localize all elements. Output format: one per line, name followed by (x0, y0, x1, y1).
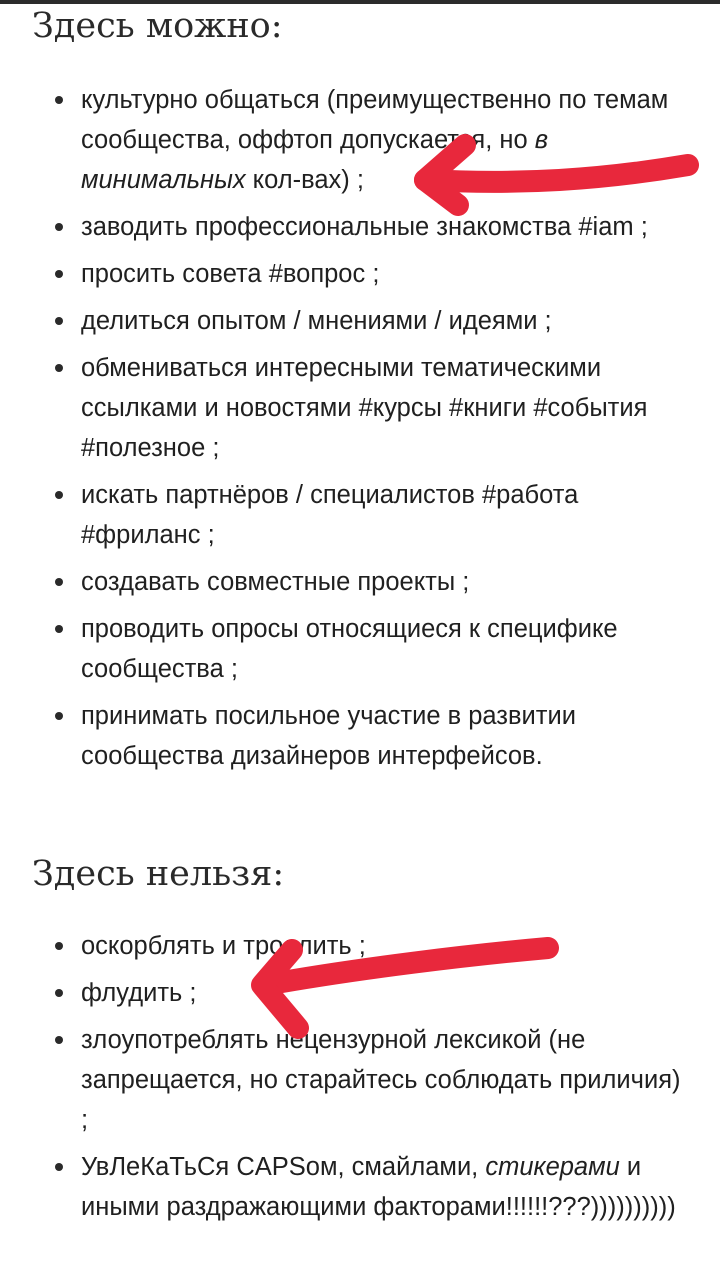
list-item-text: создавать совместные проекты ; (81, 568, 470, 596)
list-item-text: делиться опытом / мнениями / идеями ; (81, 307, 552, 335)
list-item (0, 254, 720, 294)
list-item-text: обмениваться интересными тематическими ссылками и новостями #курсы #книги #события #полезное ; (81, 354, 648, 462)
list-item-text: культурно общаться (преимущественно по темам сообщества, оффтоп допускается, но (81, 86, 669, 154)
list-item-text: и иными раздражающими факторами!!!!!!???)))))))))) (81, 1153, 676, 1221)
list-item-text: принимать посильное участие в развитии сообщества дизайнеров интерфейсов. (81, 702, 576, 770)
bullet-icon (55, 270, 63, 278)
list-item (0, 926, 720, 966)
heading-allowed: Здесь можно: (32, 6, 283, 46)
bullet-icon (55, 364, 63, 372)
bullet-icon (55, 223, 63, 231)
bullet-icon (55, 989, 63, 997)
list-item (0, 1147, 720, 1227)
list-item-text: заводить профессиональные знакомства #iam ; (81, 213, 648, 241)
list-item-text: просить совета #вопрос ; (81, 260, 380, 288)
bullet-icon (55, 942, 63, 950)
forbidden-list (0, 926, 720, 1234)
heading-forbidden: Здесь нельзя: (32, 854, 285, 894)
list-item (0, 348, 720, 468)
list-item-text: проводить опросы относящиеся к специфике сообщества ; (81, 615, 618, 683)
bullet-icon (55, 578, 63, 586)
list-item (0, 562, 720, 602)
list-item (0, 1020, 720, 1140)
list-item (0, 609, 720, 689)
bullet-icon (55, 491, 63, 499)
bullet-icon (55, 712, 63, 720)
bullet-icon (55, 96, 63, 104)
allowed-list (0, 80, 720, 783)
status-bar-edge (0, 0, 720, 4)
list-item-text: флудить ; (81, 979, 197, 1007)
list-item (0, 696, 720, 776)
list-item-emphasis: в минимальных (81, 126, 549, 194)
list-item-text: злоупотреблять нецензурной лексикой (не запрещается, но старайтесь соблюдать приличия) ; (81, 1026, 681, 1134)
list-item (0, 207, 720, 247)
list-item-text: искать партнёров / специалистов #работа #фриланс ; (81, 481, 579, 549)
list-item (0, 475, 720, 555)
bullet-icon (55, 1163, 63, 1171)
list-item (0, 80, 720, 200)
bullet-icon (55, 1036, 63, 1044)
list-item-emphasis: стикерами (485, 1153, 620, 1181)
list-item (0, 301, 720, 341)
list-item-text: оскорблять и троллить ; (81, 932, 366, 960)
list-item-text: кол-вах) ; (245, 166, 364, 194)
list-item-text: УвЛеКаТьСя CAPSом, смайлами, (81, 1153, 486, 1181)
list-item (0, 973, 720, 1013)
bullet-icon (55, 317, 63, 325)
bullet-icon (55, 625, 63, 633)
